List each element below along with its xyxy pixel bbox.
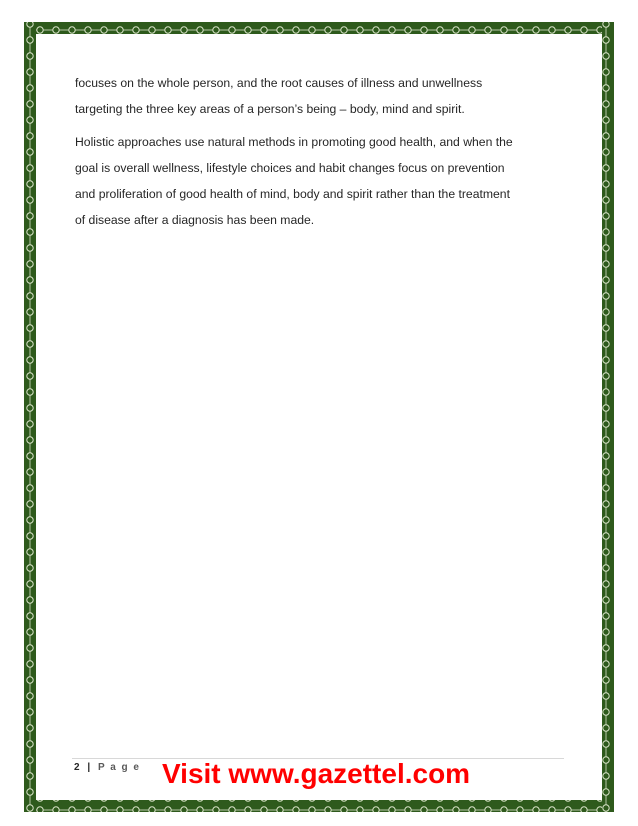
text-line: goal is overall wellness, lifestyle choices and habit changes focus on prevention — [75, 161, 505, 175]
watermark-link[interactable]: Visit www.gazettel.com — [162, 758, 471, 789]
paragraph-1 — [75, 70, 575, 122]
page-number-footer — [74, 762, 141, 773]
border-right — [602, 22, 614, 812]
text-line: of disease after a diagnosis has been made. — [75, 213, 315, 227]
text-line: focuses on the whole person, and the root causes of illness and unwellness — [75, 76, 483, 90]
page-label: P a g e — [97, 762, 141, 773]
document-body — [75, 70, 575, 240]
text-line: targeting the three key areas of a person’s being – body, mind and spirit. — [75, 102, 465, 116]
page-number: 2 — [74, 762, 82, 773]
border-bottom — [24, 800, 614, 812]
paragraph-2 — [75, 129, 575, 233]
text-line: and proliferation of good health of mind, body and spirit rather than the treatment — [75, 187, 510, 201]
footer-separator: | — [87, 762, 92, 773]
text-line: Holistic approaches use natural methods in promoting good health, and when the — [75, 135, 513, 149]
border-top — [24, 22, 614, 34]
border-left — [24, 22, 36, 812]
